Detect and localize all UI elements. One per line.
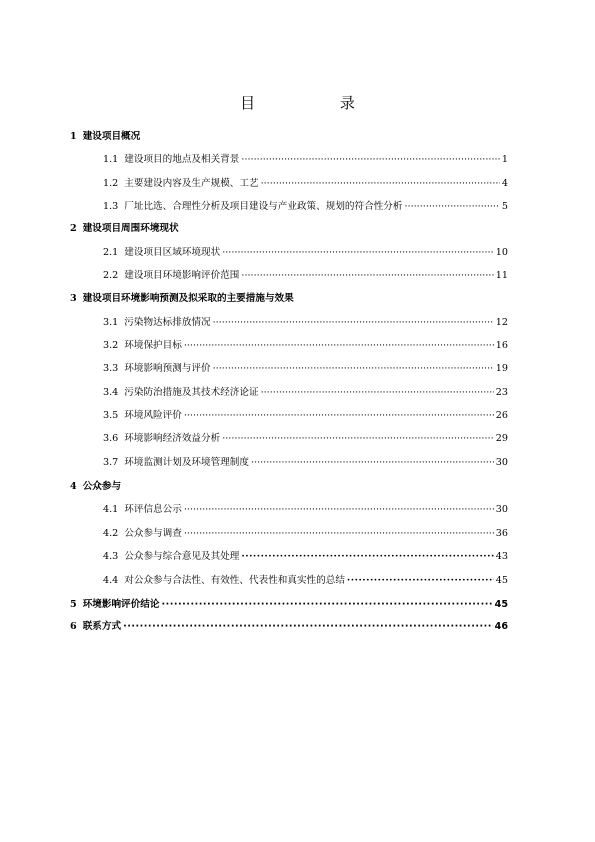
toc-entry-2[interactable] <box>70 222 510 236</box>
toc-text: 环境影响经济效益分析 <box>124 433 221 444</box>
toc-number: 4 <box>70 481 77 492</box>
toc-number: 1.2 <box>103 178 119 189</box>
toc-number: 4.2 <box>103 528 119 539</box>
toc-number: 3.3 <box>103 363 119 374</box>
toc-page: 16 <box>495 340 508 351</box>
toc-page: 30 <box>495 457 508 468</box>
leader-dots <box>241 153 500 167</box>
toc-text: 环境监测计划及环境管理制度 <box>124 457 249 468</box>
toc-number: 1 <box>70 131 77 142</box>
toc-number: 3.4 <box>103 387 119 398</box>
toc-page: 19 <box>495 363 508 374</box>
toc-entry-1-1[interactable] <box>103 153 508 167</box>
leader-dots <box>184 527 494 541</box>
toc-entry-6[interactable] <box>70 620 508 634</box>
leader-dots <box>161 598 492 612</box>
toc-entry-3-1[interactable] <box>103 316 508 330</box>
toc-text: 建设项目的地点及相关背景 <box>124 154 240 165</box>
toc-entry-4-2[interactable] <box>103 527 508 541</box>
leader-dots <box>184 409 494 423</box>
toc-entry-1[interactable] <box>70 130 510 144</box>
toc-text: 污染防治措施及其技术经济论证 <box>124 387 259 398</box>
toc-number: 3.1 <box>103 317 119 328</box>
toc-text: 建设项目概况 <box>82 131 141 142</box>
toc-entry-2-1[interactable] <box>103 246 508 260</box>
toc-page: 23 <box>495 387 508 398</box>
toc-page: 12 <box>495 317 508 328</box>
leader-dots <box>184 339 494 353</box>
toc-number: 3.6 <box>103 433 119 444</box>
toc-page: 29 <box>495 433 508 444</box>
leader-dots <box>222 246 494 260</box>
leader-dots <box>241 550 493 564</box>
toc-text: 对公众参与合法性、有效性、代表性和真实性的总结 <box>124 575 345 586</box>
toc-text: 环境保护目标 <box>124 340 182 351</box>
toc-page: 46 <box>494 621 508 632</box>
toc-number: 2.1 <box>103 247 119 258</box>
toc-text: 环评信息公示 <box>124 504 182 515</box>
toc-entry-1-2[interactable] <box>103 177 508 191</box>
toc-number: 3.5 <box>103 410 119 421</box>
toc-number: 1.1 <box>103 154 119 165</box>
toc-number: 4.3 <box>103 551 119 562</box>
toc-text: 建设项目周围环境现状 <box>82 223 179 234</box>
toc-page: 11 <box>495 270 508 281</box>
leader-dots <box>213 362 494 376</box>
toc-page: 43 <box>495 551 508 562</box>
toc-number: 6 <box>70 621 77 632</box>
toc-entry-1-3[interactable] <box>103 200 508 214</box>
toc-text: 联系方式 <box>82 621 122 632</box>
toc-number: 4.1 <box>103 504 119 515</box>
toc-entry-4-3[interactable] <box>103 550 508 564</box>
toc-page: 26 <box>495 410 508 421</box>
toc-entry-5[interactable] <box>70 598 508 612</box>
toc-text: 建设项目环境影响评价范围 <box>124 270 240 281</box>
page-title: 目 录 <box>240 94 395 112</box>
leader-dots <box>347 574 494 588</box>
toc-number: 3.2 <box>103 340 119 351</box>
toc-text: 环境影响预测与评价 <box>124 363 211 374</box>
leader-dots <box>261 386 494 400</box>
toc-entry-4-1[interactable] <box>103 503 508 517</box>
toc-page: 10 <box>495 247 508 258</box>
toc-text: 主要建设内容及生产规模、工艺 <box>124 178 259 189</box>
toc-text: 环境风险评价 <box>124 410 182 421</box>
toc-number: 3.7 <box>103 457 119 468</box>
leader-dots <box>184 503 494 517</box>
toc-page: 1 <box>501 154 508 165</box>
leader-dots <box>213 316 494 330</box>
leader-dots <box>123 620 493 634</box>
toc-page: 45 <box>495 575 508 586</box>
leader-dots <box>251 456 494 470</box>
toc-number: 2.2 <box>103 270 119 281</box>
toc-entry-4-4[interactable] <box>103 574 508 588</box>
toc-entry-3-2[interactable] <box>103 339 508 353</box>
toc-number: 2 <box>70 223 77 234</box>
toc-text: 环境影响评价结论 <box>82 599 160 610</box>
toc-entry-3-3[interactable] <box>103 362 508 376</box>
toc-text: 建设项目区域环境现状 <box>124 247 221 258</box>
toc-text: 建设项目环境影响预测及拟采取的主要措施与效果 <box>82 293 294 304</box>
toc-page: 30 <box>495 504 508 515</box>
toc-entry-3[interactable] <box>70 292 510 306</box>
toc-text: 公众参与 <box>82 481 122 492</box>
toc-entry-4[interactable] <box>70 480 510 494</box>
toc-entry-3-4[interactable] <box>103 386 508 400</box>
toc-entry-3-5[interactable] <box>103 409 508 423</box>
toc-entry-2-2[interactable] <box>103 269 508 283</box>
toc-page: 45 <box>494 599 508 610</box>
toc-page: 36 <box>495 528 508 539</box>
toc-text: 厂址比选、合理性分析及项目建设与产业政策、规划的符合性分析 <box>124 201 403 212</box>
toc-page: 4 <box>501 178 508 189</box>
toc-entry-3-7[interactable] <box>103 456 508 470</box>
toc-number: 3 <box>70 293 77 304</box>
toc-number: 5 <box>70 599 77 610</box>
toc-text: 公众参与调查 <box>124 528 182 539</box>
toc-text: 公众参与综合意见及其处理 <box>124 551 240 562</box>
toc-page: 5 <box>501 201 508 212</box>
toc-text: 污染物达标排放情况 <box>124 317 211 328</box>
leader-dots <box>261 177 500 191</box>
leader-dots <box>404 200 499 214</box>
toc-number: 1.3 <box>103 201 119 212</box>
leader-dots <box>241 269 493 283</box>
toc-entry-3-6[interactable] <box>103 432 508 446</box>
toc-number: 4.4 <box>103 575 119 586</box>
leader-dots <box>222 432 494 446</box>
